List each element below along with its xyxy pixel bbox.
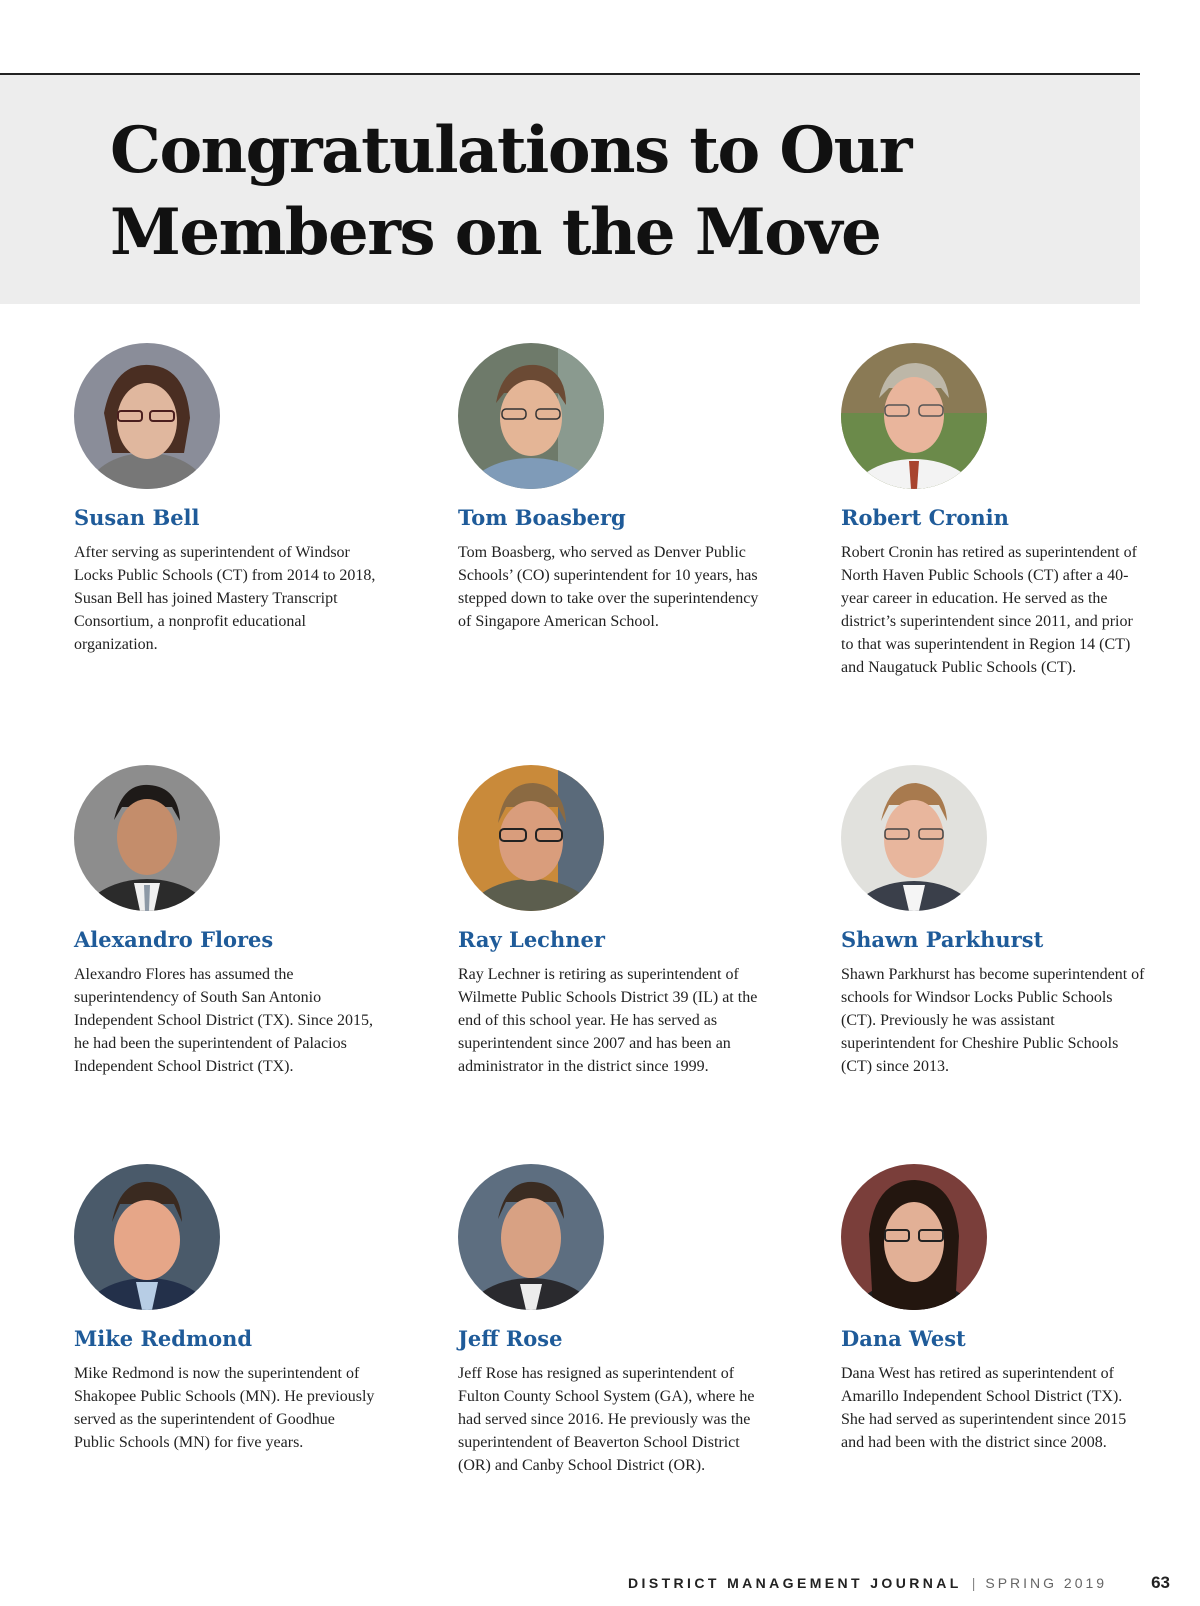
member-name: Ray Lechner xyxy=(458,927,605,952)
member-card xyxy=(458,765,798,1078)
member-name: Susan Bell xyxy=(74,505,200,530)
member-bio: Dana West has retired as superintendent of Amarillo Independent School District (TX). She had served as superintendent since 2015 and had been with the district since 2008. xyxy=(841,1365,1127,1451)
member-photo xyxy=(458,765,604,911)
page-number: 63 xyxy=(1151,1573,1170,1592)
member-photo xyxy=(74,1164,220,1310)
page-title-line-2: Members on the Move xyxy=(110,195,881,270)
member-bio: Robert Cronin has retired as superintendent of North Haven Public Schools (CT) after a 40-year career in education. He served as the district’s superintendent since 2011, and prior to that was superintendent in Region 14 (CT) and Naugatuck Public Schools (CT). xyxy=(841,544,1137,676)
member-name: Mike Redmond xyxy=(74,1326,253,1351)
member-name: Tom Boasberg xyxy=(458,505,626,530)
member-card xyxy=(458,343,798,633)
member-photo xyxy=(841,1164,987,1310)
member-photo xyxy=(841,765,987,911)
member-card xyxy=(841,1164,1181,1454)
member-name: Robert Cronin xyxy=(841,505,1009,530)
member-card xyxy=(458,1164,798,1477)
member-photo xyxy=(458,1164,604,1310)
issue-season: SPRING 2019 xyxy=(985,1575,1108,1591)
member-name: Dana West xyxy=(841,1326,966,1351)
page-title-line-1: Congratulations to Our xyxy=(110,113,911,188)
page-title xyxy=(110,110,911,274)
member-bio: Ray Lechner is retiring as superintendent of Wilmette Public Schools District 39 (IL) at the end of this school year. He has served as superintendent since 2007 and has been an administrator in the district since 1999. xyxy=(458,966,758,1075)
member-card xyxy=(841,343,1181,679)
member-card xyxy=(74,1164,414,1454)
member-bio: Tom Boasberg, who served as Denver Public Schools’ (CO) superintendent for 10 years, has stepped down to take over the superintendency of Singapore American School. xyxy=(458,544,759,630)
member-bio: After serving as superintendent of Windsor Locks Public Schools (CT) from 2014 to 2018, Susan Bell has joined Mastery Transcript Consortium, a nonprofit educational organization. xyxy=(74,544,376,653)
member-photo xyxy=(74,343,220,489)
member-bio: Mike Redmond is now the superintendent of Shakopee Public Schools (MN). He previously served as the superintendent of Goodhue Public Schools (MN) for five years. xyxy=(74,1365,375,1451)
member-name: Alexandro Flores xyxy=(74,927,274,952)
member-bio: Shawn Parkhurst has become superintendent of schools for Windsor Locks Public Schools (CT). Previously he was assistant superintendent for Cheshire Public Schools (CT) since 2013. xyxy=(841,966,1145,1075)
journal-name: DISTRICT MANAGEMENT JOURNAL xyxy=(628,1575,962,1591)
member-name: Jeff Rose xyxy=(458,1326,563,1351)
member-photo xyxy=(458,343,604,489)
member-card xyxy=(841,765,1181,1078)
member-card xyxy=(74,343,414,656)
member-bio: Alexandro Flores has assumed the superintendency of South San Antonio Independent School District (TX). Since 2015, he had been the superintendent of Palacios Independent School District (TX). xyxy=(74,966,374,1075)
member-name: Shawn Parkhurst xyxy=(841,927,1044,952)
member-photo xyxy=(841,343,987,489)
footer-separator: | xyxy=(971,1575,976,1591)
page-footer xyxy=(628,1573,1170,1593)
member-card xyxy=(74,765,414,1078)
member-bio: Jeff Rose has resigned as superintendent of Fulton County School System (GA), where he had served since 2016. He previously was the superintendent of Beaverton School District (OR) and Canby School District (OR). xyxy=(458,1365,755,1474)
member-photo xyxy=(74,765,220,911)
